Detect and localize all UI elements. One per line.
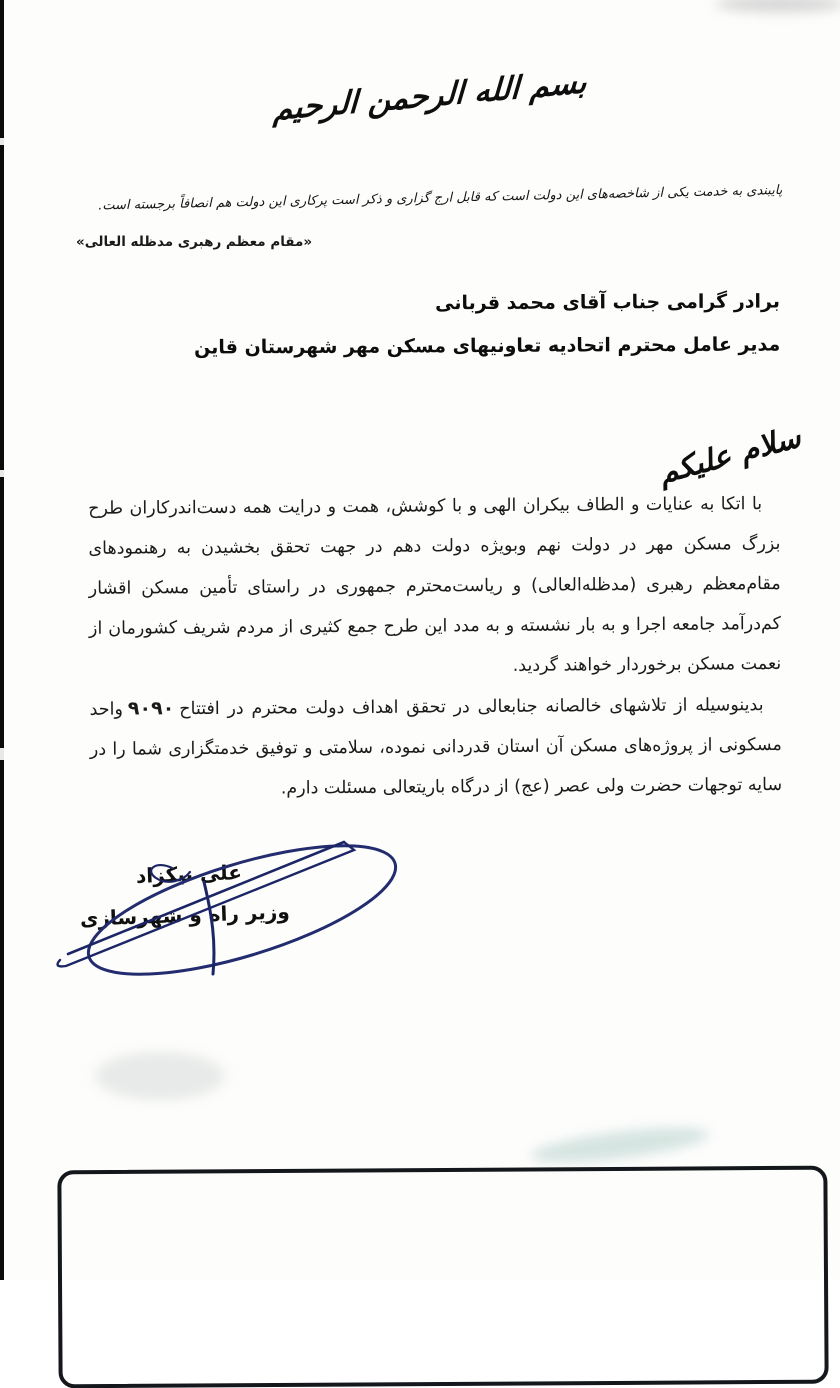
body-paragraph-2 bbox=[89, 684, 782, 810]
scan-smudge bbox=[529, 1121, 711, 1169]
quote-attribution: «مقام معظم رهبری مدظله العالی» bbox=[76, 234, 313, 250]
recipient-block bbox=[194, 280, 781, 369]
recipient-title-line: مدیر عامل محترم اتحادیه تعاونیهای مسکن مهر شهرستان قاین bbox=[193, 333, 781, 359]
footer-address-box bbox=[57, 1166, 828, 1388]
scan-smudge bbox=[715, 0, 840, 12]
letter-body bbox=[88, 484, 782, 810]
paragraph-2-tail: واحد مسکونی از پروژه‌های مسکن آن استان قدردانی نموده، سلامتی و توفیق خدمتگزاری شما را در سایه توجهات حضرت ولی عصر (عج) از درگاه باریتعالی مسئلت دارم. bbox=[89, 699, 783, 799]
scan-smudge bbox=[95, 1052, 225, 1100]
signer-title: وزیر راه و شهرسازی bbox=[79, 899, 291, 931]
scan-edge-notch bbox=[0, 470, 4, 477]
leader-quote-text: پایبندی به خدمت یکی از شاخصه‌های این دولت است که قابل ارج گزاری و ذکر است پرکاری این دولت هم انصافاً برجسته است. bbox=[97, 183, 783, 214]
signer-name: علی نیکزاد bbox=[135, 860, 243, 888]
paragraph-2-lead: بدینوسیله از تلاشهای خالصانه جنابعالی در تحقق اهداف دولت محترم در افتتاح bbox=[179, 695, 764, 720]
recipient-name-line: برادر گرامی جناب آقای محمد قربانی bbox=[434, 290, 780, 315]
scan-edge-artifact bbox=[0, 0, 4, 1280]
units-count-value: ۹۰۹۰ bbox=[127, 697, 175, 720]
scan-edge-notch bbox=[0, 138, 4, 145]
salutation-calligraphy: سلام علیکم bbox=[654, 419, 805, 492]
scan-edge-notch bbox=[0, 748, 4, 760]
bismillah-calligraphy: بسم الله الرحمن الرحیم bbox=[272, 64, 588, 128]
body-paragraph-1: با اتکا به عنایات و الطاف بیکران الهی و با کوشش، همت و درایت همه دست‌اندرکاران طرح بزرگ مسکن مهر در دولت نهم وبویژه دولت دهم در جهت تحقق بخشیدن به رهنمودهای مقام‌معظم رهبری (مدظله‌العالی) و ریاست‌محترم جمهوری در راستای تأمین مسکن اقشار کم‌درآمد جامعه اجرا و به بار نشسته و به مدد این طرح جمع کثیری از مردم شریف کشورمان از نعمت مسکن برخوردار خواهند گردید. bbox=[88, 494, 782, 676]
